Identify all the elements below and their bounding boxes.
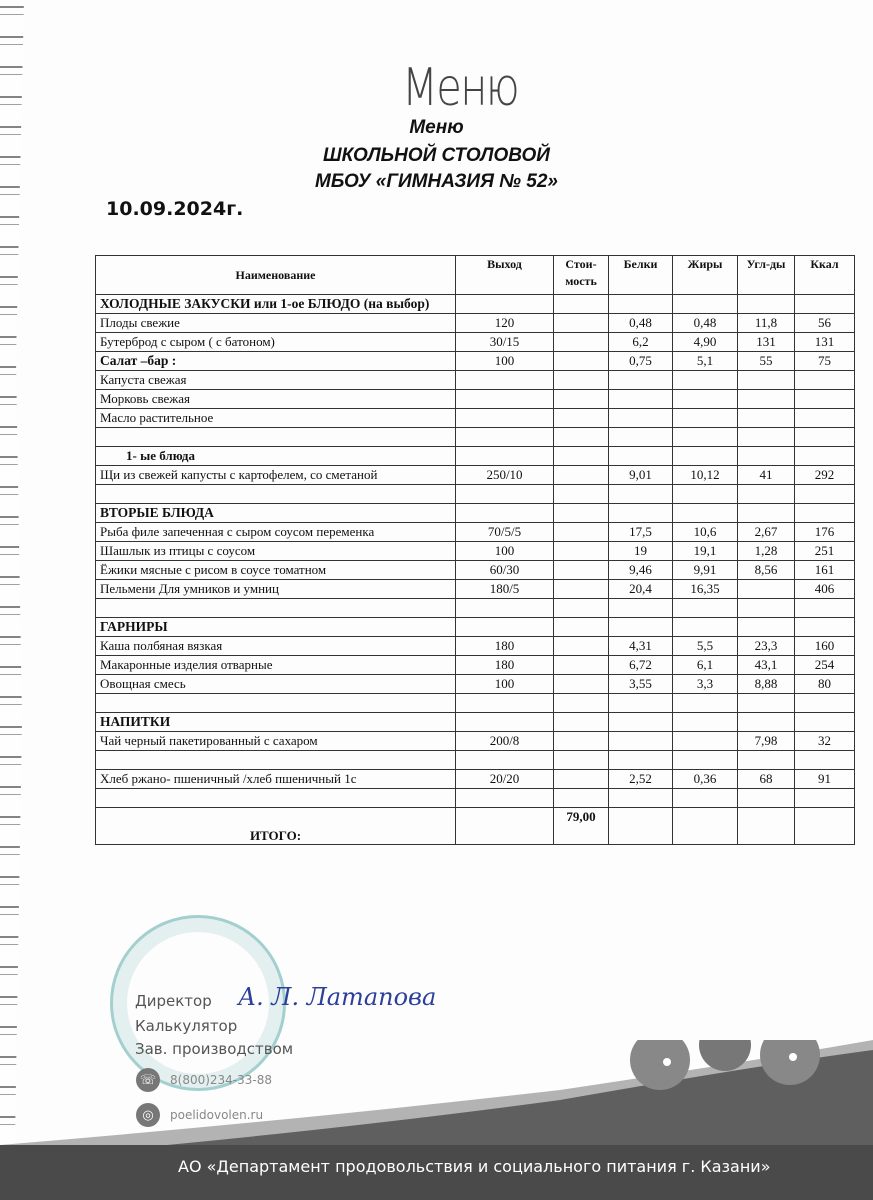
dish-name-cell: ХОЛОДНЫЕ ЗАКУСКИ или 1-ое БЛЮДО (на выбор): [96, 295, 456, 314]
value-cell: [738, 447, 795, 466]
dish-name-cell: Макаронные изделия отварные: [96, 656, 456, 675]
globe-icon: ◎: [136, 1103, 160, 1127]
value-cell: [554, 789, 609, 808]
value-cell: 30/15: [456, 333, 554, 352]
value-cell: 4,31: [609, 637, 673, 656]
dish-name-cell: Хлеб ржано- пшеничный /хлеб пшеничный 1с: [96, 770, 456, 789]
value-cell: 176: [795, 523, 855, 542]
value-cell: [456, 599, 554, 618]
value-cell: [456, 713, 554, 732]
value-cell: [795, 789, 855, 808]
value-cell: [609, 371, 673, 390]
value-cell: 131: [795, 333, 855, 352]
value-cell: [554, 371, 609, 390]
dish-name-cell: [96, 751, 456, 770]
table-row: [96, 637, 855, 656]
value-cell: 19: [609, 542, 673, 561]
value-cell: [673, 732, 738, 751]
value-cell: 8,88: [738, 675, 795, 694]
value-cell: [795, 808, 855, 845]
value-cell: 2,67: [738, 523, 795, 542]
value-cell: 10,12: [673, 466, 738, 485]
value-cell: [456, 694, 554, 713]
handwritten-title: Меню: [402, 58, 519, 118]
footer-decoration: [0, 1040, 873, 1200]
table-row: [96, 523, 855, 542]
value-cell: 17,5: [609, 523, 673, 542]
table-row: [96, 675, 855, 694]
value-cell: 161: [795, 561, 855, 580]
value-cell: [673, 599, 738, 618]
value-cell: 0,48: [673, 314, 738, 333]
value-cell: [738, 618, 795, 637]
director-signature: А. Л. Латапова: [238, 983, 437, 1011]
value-cell: [738, 428, 795, 447]
dish-name-cell: Щи из свежей капусты с картофелем, со сметаной: [96, 466, 456, 485]
value-cell: [795, 428, 855, 447]
value-cell: [795, 485, 855, 504]
table-header-row: [96, 256, 855, 295]
value-cell: 292: [795, 466, 855, 485]
value-cell: [554, 466, 609, 485]
dish-name-cell: НАПИТКИ: [96, 713, 456, 732]
value-cell: [673, 371, 738, 390]
value-cell: [554, 390, 609, 409]
value-cell: [673, 485, 738, 504]
value-cell: [738, 751, 795, 770]
value-cell: [554, 314, 609, 333]
value-cell: [795, 751, 855, 770]
value-cell: [738, 295, 795, 314]
value-cell: [609, 789, 673, 808]
value-cell: 2,52: [609, 770, 673, 789]
value-cell: [673, 808, 738, 845]
value-cell: [738, 789, 795, 808]
value-cell: [673, 409, 738, 428]
table-row: [96, 561, 855, 580]
value-cell: 131: [738, 333, 795, 352]
table-row: [96, 428, 855, 447]
value-cell: [554, 656, 609, 675]
value-cell: [554, 352, 609, 371]
column-header: Выход: [456, 256, 554, 295]
value-cell: [609, 447, 673, 466]
table-row: [96, 770, 855, 789]
column-header: Стои-мость: [554, 256, 609, 295]
value-cell: [738, 485, 795, 504]
total-row: [96, 808, 855, 845]
value-cell: [609, 504, 673, 523]
value-cell: [554, 637, 609, 656]
value-cell: 100: [456, 352, 554, 371]
value-cell: 0,75: [609, 352, 673, 371]
value-cell: [738, 580, 795, 599]
value-cell: [673, 390, 738, 409]
table-row: [96, 371, 855, 390]
value-cell: 10,6: [673, 523, 738, 542]
value-cell: [795, 504, 855, 523]
table-body: [96, 295, 855, 845]
table-row: [96, 732, 855, 751]
value-cell: [554, 504, 609, 523]
value-cell: 254: [795, 656, 855, 675]
table-row: [96, 542, 855, 561]
value-cell: [609, 390, 673, 409]
value-cell: [456, 295, 554, 314]
dish-name-cell: Ёжики мясные с рисом в соусе томатном: [96, 561, 456, 580]
dish-name-cell: ИТОГО:: [96, 808, 456, 845]
value-cell: 160: [795, 637, 855, 656]
value-cell: 56: [795, 314, 855, 333]
value-cell: [673, 789, 738, 808]
value-cell: [554, 713, 609, 732]
section-row: [96, 352, 855, 371]
value-cell: 32: [795, 732, 855, 751]
value-cell: [673, 694, 738, 713]
dish-name-cell: Салат –бар :: [96, 352, 456, 371]
value-cell: [456, 618, 554, 637]
value-cell: 251: [795, 542, 855, 561]
value-cell: 43,1: [738, 656, 795, 675]
title-canteen: ШКОЛЬНОЙ СТОЛОВОЙ: [323, 145, 550, 166]
value-cell: 20,4: [609, 580, 673, 599]
value-cell: [795, 447, 855, 466]
value-cell: 1,28: [738, 542, 795, 561]
value-cell: 3,55: [609, 675, 673, 694]
dish-name-cell: ГАРНИРЫ: [96, 618, 456, 637]
value-cell: 5,1: [673, 352, 738, 371]
value-cell: [609, 808, 673, 845]
table-row: [96, 333, 855, 352]
value-cell: [738, 694, 795, 713]
value-cell: [554, 694, 609, 713]
value-cell: [738, 808, 795, 845]
value-cell: [609, 618, 673, 637]
value-cell: 41: [738, 466, 795, 485]
table-row: [96, 580, 855, 599]
value-cell: [609, 295, 673, 314]
table-row: [96, 656, 855, 675]
value-cell: [795, 618, 855, 637]
value-cell: [609, 599, 673, 618]
table-row: [96, 409, 855, 428]
table-row: [96, 466, 855, 485]
value-cell: [456, 409, 554, 428]
value-cell: [554, 599, 609, 618]
value-cell: 6,1: [673, 656, 738, 675]
value-cell: 9,01: [609, 466, 673, 485]
value-cell: [554, 295, 609, 314]
value-cell: [456, 789, 554, 808]
value-cell: [554, 675, 609, 694]
table-row: [96, 599, 855, 618]
value-cell: [456, 504, 554, 523]
value-cell: [609, 732, 673, 751]
dish-name-cell: ВТОРЫЕ БЛЮДА: [96, 504, 456, 523]
table-row: [96, 694, 855, 713]
value-cell: 4,90: [673, 333, 738, 352]
section-row: [96, 295, 855, 314]
director-label: Директор: [135, 992, 212, 1010]
footer-organization: АО «Департамент продовольствия и социального питания г. Казани»: [178, 1157, 771, 1176]
value-cell: [795, 599, 855, 618]
value-cell: 16,35: [673, 580, 738, 599]
value-cell: 55: [738, 352, 795, 371]
value-cell: 0,36: [673, 770, 738, 789]
value-cell: 5,5: [673, 637, 738, 656]
value-cell: [554, 428, 609, 447]
value-cell: [554, 333, 609, 352]
value-cell: [609, 713, 673, 732]
value-cell: [795, 371, 855, 390]
dish-name-cell: Рыба филе запеченная с сыром соусом переменка: [96, 523, 456, 542]
value-cell: [456, 447, 554, 466]
value-cell: [609, 485, 673, 504]
value-cell: 200/8: [456, 732, 554, 751]
value-cell: [673, 751, 738, 770]
value-cell: [456, 751, 554, 770]
value-cell: [554, 409, 609, 428]
value-cell: 9,46: [609, 561, 673, 580]
dish-name-cell: Морковь свежая: [96, 390, 456, 409]
value-cell: [554, 561, 609, 580]
value-cell: 7,98: [738, 732, 795, 751]
dish-name-cell: Пельмени Для умников и умниц: [96, 580, 456, 599]
value-cell: 68: [738, 770, 795, 789]
dish-name-cell: Бутерброд с сыром ( с батоном): [96, 333, 456, 352]
value-cell: [673, 428, 738, 447]
value-cell: [738, 409, 795, 428]
value-cell: [456, 485, 554, 504]
value-cell: [609, 428, 673, 447]
dish-name-cell: Плоды свежие: [96, 314, 456, 333]
value-cell: 180: [456, 637, 554, 656]
value-cell: [554, 732, 609, 751]
value-cell: [738, 713, 795, 732]
value-cell: [456, 808, 554, 845]
value-cell: 6,72: [609, 656, 673, 675]
value-cell: [738, 390, 795, 409]
value-cell: [673, 713, 738, 732]
value-cell: 60/30: [456, 561, 554, 580]
dish-name-cell: [96, 485, 456, 504]
value-cell: 3,3: [673, 675, 738, 694]
menu-table: [95, 255, 855, 845]
value-cell: [673, 504, 738, 523]
dish-name-cell: Масло растительное: [96, 409, 456, 428]
value-cell: [456, 390, 554, 409]
column-header: Белки: [609, 256, 673, 295]
value-cell: [673, 295, 738, 314]
table-row: [96, 789, 855, 808]
section-row: [96, 713, 855, 732]
table-row: [96, 314, 855, 333]
value-cell: 91: [795, 770, 855, 789]
value-cell: [554, 751, 609, 770]
value-cell: [738, 371, 795, 390]
value-cell: [795, 409, 855, 428]
title-school: МБОУ «ГИМНАЗИЯ № 52»: [315, 171, 558, 192]
value-cell: 9,91: [673, 561, 738, 580]
phone-icon: ☏: [136, 1068, 160, 1092]
value-cell: 79,00: [554, 808, 609, 845]
value-cell: 120: [456, 314, 554, 333]
phone-number: 8(800)234-33-88: [170, 1073, 273, 1087]
value-cell: [554, 618, 609, 637]
value-cell: [554, 447, 609, 466]
value-cell: [554, 485, 609, 504]
table-row: [96, 751, 855, 770]
value-cell: 6,2: [609, 333, 673, 352]
dish-name-cell: 1- ые блюда: [96, 447, 456, 466]
dish-name-cell: Шашлык из птицы с соусом: [96, 542, 456, 561]
column-header: Угл-ды: [738, 256, 795, 295]
value-cell: 180: [456, 656, 554, 675]
value-cell: [795, 694, 855, 713]
value-cell: 250/10: [456, 466, 554, 485]
value-cell: [738, 504, 795, 523]
section-row: [96, 618, 855, 637]
value-cell: [609, 409, 673, 428]
value-cell: [673, 447, 738, 466]
value-cell: 80: [795, 675, 855, 694]
menu-date: 10.09.2024г.: [106, 198, 244, 220]
value-cell: 100: [456, 542, 554, 561]
dish-name-cell: Чай черный пакетированный с сахаром: [96, 732, 456, 751]
dish-name-cell: Каша полбяная вязкая: [96, 637, 456, 656]
value-cell: 8,56: [738, 561, 795, 580]
value-cell: 20/20: [456, 770, 554, 789]
value-cell: [795, 713, 855, 732]
table-row: [96, 485, 855, 504]
value-cell: [456, 371, 554, 390]
value-cell: 100: [456, 675, 554, 694]
dish-name-cell: [96, 428, 456, 447]
section-row: [96, 504, 855, 523]
value-cell: 23,3: [738, 637, 795, 656]
value-cell: [609, 694, 673, 713]
value-cell: 0,48: [609, 314, 673, 333]
dish-name-cell: [96, 789, 456, 808]
dish-name-cell: [96, 599, 456, 618]
value-cell: [609, 751, 673, 770]
value-cell: 19,1: [673, 542, 738, 561]
value-cell: 180/5: [456, 580, 554, 599]
dish-name-cell: Капуста свежая: [96, 371, 456, 390]
value-cell: [554, 523, 609, 542]
value-cell: [738, 599, 795, 618]
column-header: Наименование: [96, 256, 456, 295]
dish-name-cell: [96, 694, 456, 713]
title-menu: Меню: [409, 117, 464, 138]
value-cell: [673, 618, 738, 637]
column-header: Ккал: [795, 256, 855, 295]
value-cell: 11,8: [738, 314, 795, 333]
value-cell: 70/5/5: [456, 523, 554, 542]
column-header: Жиры: [673, 256, 738, 295]
table-row: [96, 447, 855, 466]
value-cell: 75: [795, 352, 855, 371]
value-cell: [554, 770, 609, 789]
value-cell: [456, 428, 554, 447]
value-cell: [795, 295, 855, 314]
table-row: [96, 390, 855, 409]
calculator-label: Калькулятор: [135, 1017, 238, 1035]
value-cell: [795, 390, 855, 409]
website-link[interactable]: poelidovolen.ru: [170, 1108, 264, 1122]
value-cell: [554, 580, 609, 599]
value-cell: 406: [795, 580, 855, 599]
value-cell: [554, 542, 609, 561]
dish-name-cell: Овощная смесь: [96, 675, 456, 694]
production-head-label: Зав. производством: [135, 1040, 294, 1058]
